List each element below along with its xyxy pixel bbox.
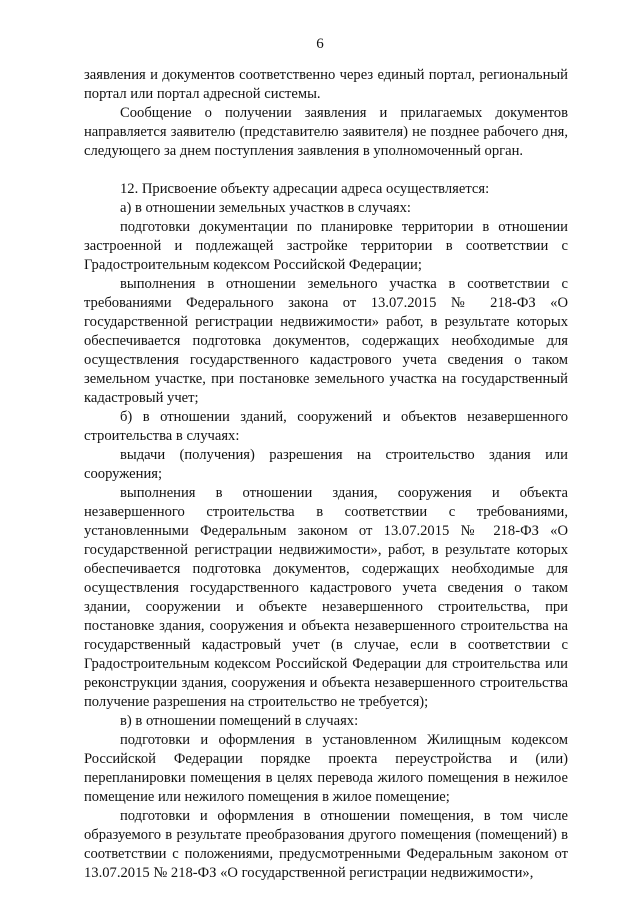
paragraph-notification: Сообщение о получении заявления и прилагаемых документов направляется заявителю (представителю заявителя) не позднее рабочего дня, следующего за днем поступления заявления в уполномоченный орган. <box>84 105 568 159</box>
page-number: 6 <box>316 36 324 52</box>
paragraph-buildings-permit: выдачи (получения) разрешения на строительство здания или сооружения; <box>84 447 568 482</box>
paragraph-land-plots-cadastral: выполнения в отношении земельного участка в соответствии с требованиями Федерального закона от 13.07.2015 № 218-ФЗ «О государственной регистрации недвижимости» работ, в результате которых обеспечивается подготовка документов, содержащих необходимые для осуществления государственного кадастрового учета сведения о таком земельном участке, при постановке земельного участка на государственный кадастровый учет; <box>84 276 568 406</box>
paragraph-premises-heading: в) в отношении помещений в случаях: <box>120 713 359 729</box>
paragraph-premises-conversion: подготовки и оформления в установленном Жилищным кодексом Российской Федерации порядке проекта переустройства и (или) перепланировки помещения в целях перевода жилого помещения в нежилое помещение или нежилого помещения в жилое помещение; <box>84 732 568 805</box>
paragraph-premises-formation: подготовки и оформления в отношении помещения, в том числе образуемого в результате преобразования другого помещения (помещений) в соответствии с положениями, предусмотренными Федеральным законом от 13.07.2015 № 218-ФЗ «О государственной регистрации недвижимости», <box>84 808 568 881</box>
document-body <box>84 66 568 883</box>
paragraph-buildings-cadastral: выполнения в отношении здания, сооружения и объекта незавершенного строительства в соответствии с требованиями, установленными Федеральным законом от 13.07.2015 № 218-ФЗ «О государственной регистрации недвижимости», работ, в результате которых обеспечивается подготовка документов, содержащих необходимые для осуществления государственного кадастрового учета сведения о таком здании, сооружении и объекте незавершенного строительства, при постановке здания, сооружения и объекта незавершенного строительства на государственный кадастровый учет (в случае, если в соответствии с Градостроительным кодексом Российской Федерации для строительства или реконструкции здания, сооружения и объекта незавершенного строительства получение разрешения на строительство не требуется); <box>84 485 568 710</box>
paragraph-section-12: 12. Присвоение объекту адресации адреса осуществляется: <box>120 181 490 197</box>
paragraph-buildings-heading: б) в отношении зданий, сооружений и объектов незавершенного строительства в случаях: <box>84 409 568 444</box>
paragraph-continuation: заявления и документов соответственно через единый портал, региональный портал или портал адресной системы. <box>84 67 568 102</box>
paragraph-land-plots-heading: а) в отношении земельных участков в случаях: <box>120 200 411 216</box>
paragraph-land-plots-planning: подготовки документации по планировке территории в отношении застроенной и подлежащей застройке территории в соответствии с Градостроительным кодексом Российской Федерации; <box>84 219 568 273</box>
